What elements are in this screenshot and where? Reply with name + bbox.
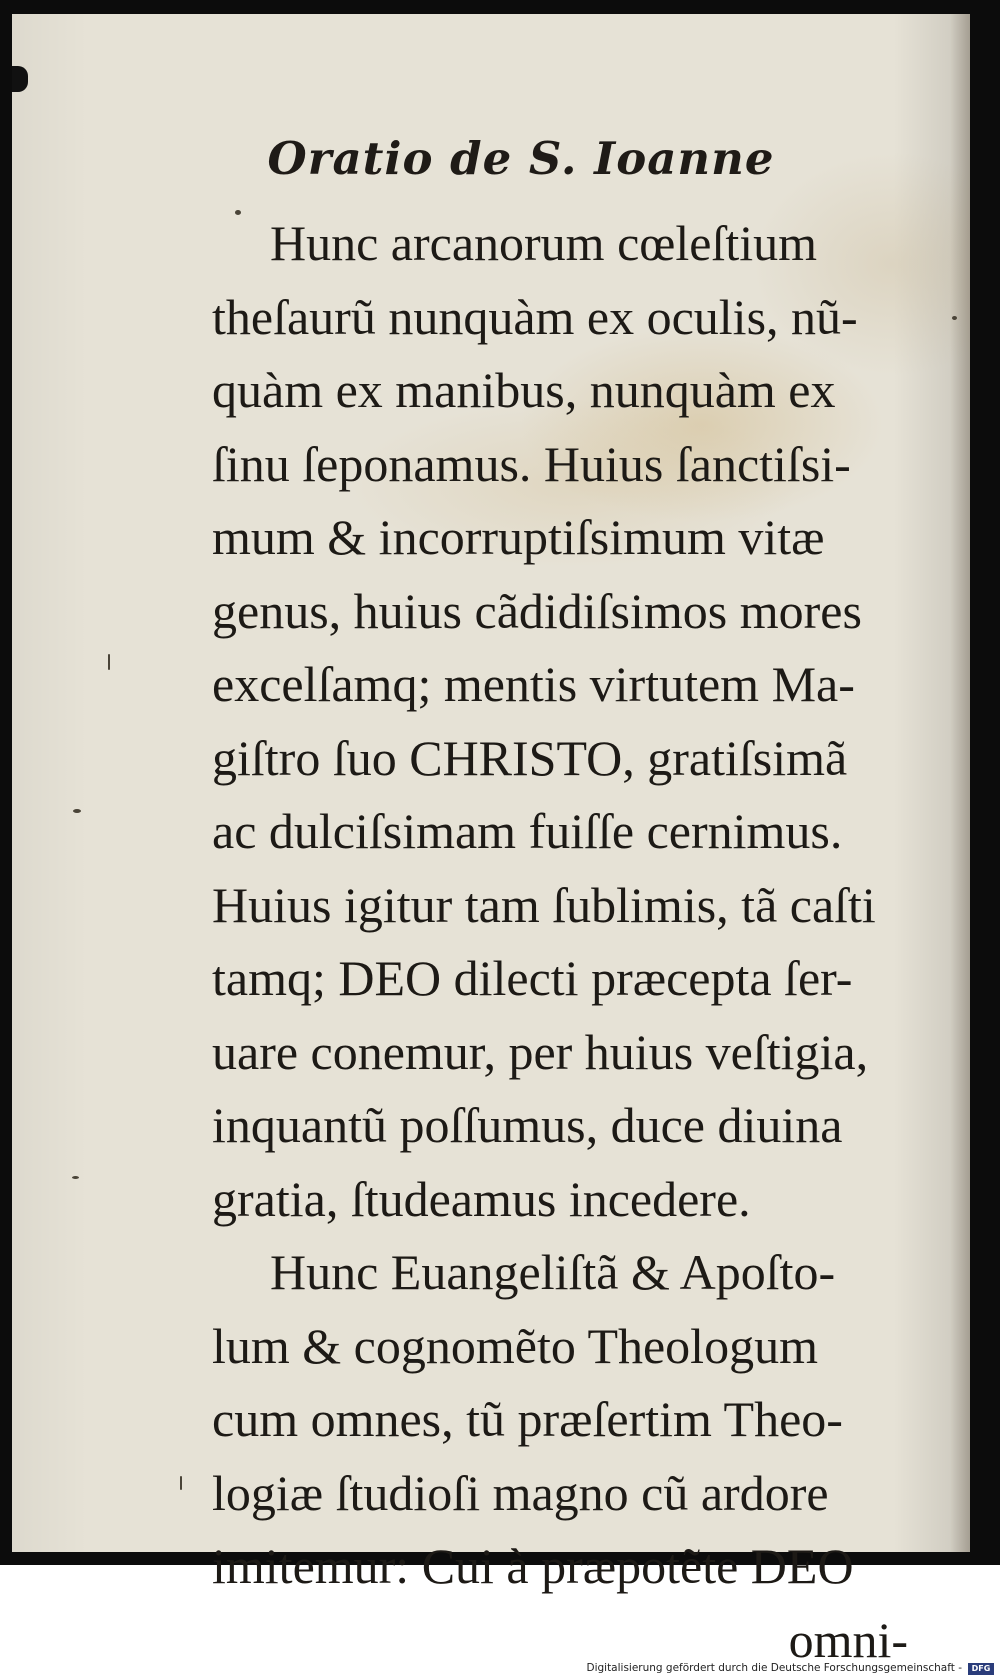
page-corner-mark: [12, 66, 28, 92]
text-line: giſtro ſuo CHRISTO, gratiſsimã: [212, 722, 912, 796]
text-line: logiæ ſtudioſi magno cũ ardore: [212, 1457, 912, 1531]
text-line: genus, huius cãdidiſsimos mores: [212, 575, 912, 649]
text-line: imitemur: Cui à præpotẽte DEO: [212, 1530, 912, 1604]
book-page: [12, 14, 970, 1552]
text-line: mum & incorruptiſsimum vitæ: [212, 501, 912, 575]
ink-speck: [73, 809, 81, 813]
text-line: uare conemur, per huius veſtigia,: [212, 1016, 912, 1090]
ink-speck: [180, 1476, 182, 1490]
text-line: Huius igitur tam ſublimis, tã caſti: [212, 869, 912, 943]
catchword: omni-: [212, 1604, 912, 1677]
running-head: Oratio de S. Ioanne: [12, 132, 970, 185]
text-line: ac dulciſsimam fuiſſe cernimus.: [212, 795, 912, 869]
text-line: excelſamq; mentis virtutem Ma-: [212, 648, 912, 722]
ink-speck: [952, 316, 957, 320]
ink-speck: [108, 654, 110, 670]
text-line: gratia, ſtudeamus incedere.: [212, 1163, 912, 1237]
text-line: cum omnes, tũ præſertim Theo-: [212, 1383, 912, 1457]
text-line: tamq; DEO dilecti præcepta ſer-: [212, 942, 912, 1016]
body-text: [212, 207, 912, 1677]
page-edge-shadow: [950, 14, 970, 1552]
dfg-logo: DFG: [968, 1663, 994, 1675]
text-line: quàm ex manibus, nunquàm ex: [212, 354, 912, 428]
text-line: Hunc Euangeliſtã & Apoſto-: [212, 1236, 912, 1310]
text-line: Hunc arcanorum cœleſtium: [212, 207, 912, 281]
digitization-credit: Digitalisierung gefördert durch die Deutsche Forschungsgemeinschaft -: [586, 1662, 962, 1674]
text-line: lum & cognomẽto Theologum: [212, 1310, 912, 1384]
text-line: ſinu ſeponamus. Huius ſanctiſsi-: [212, 428, 912, 502]
text-line: theſaurũ nunquàm ex oculis, nũ-: [212, 281, 912, 355]
ink-speck: [72, 1176, 79, 1179]
text-line: inquantũ poſſumus, duce diuina: [212, 1089, 912, 1163]
